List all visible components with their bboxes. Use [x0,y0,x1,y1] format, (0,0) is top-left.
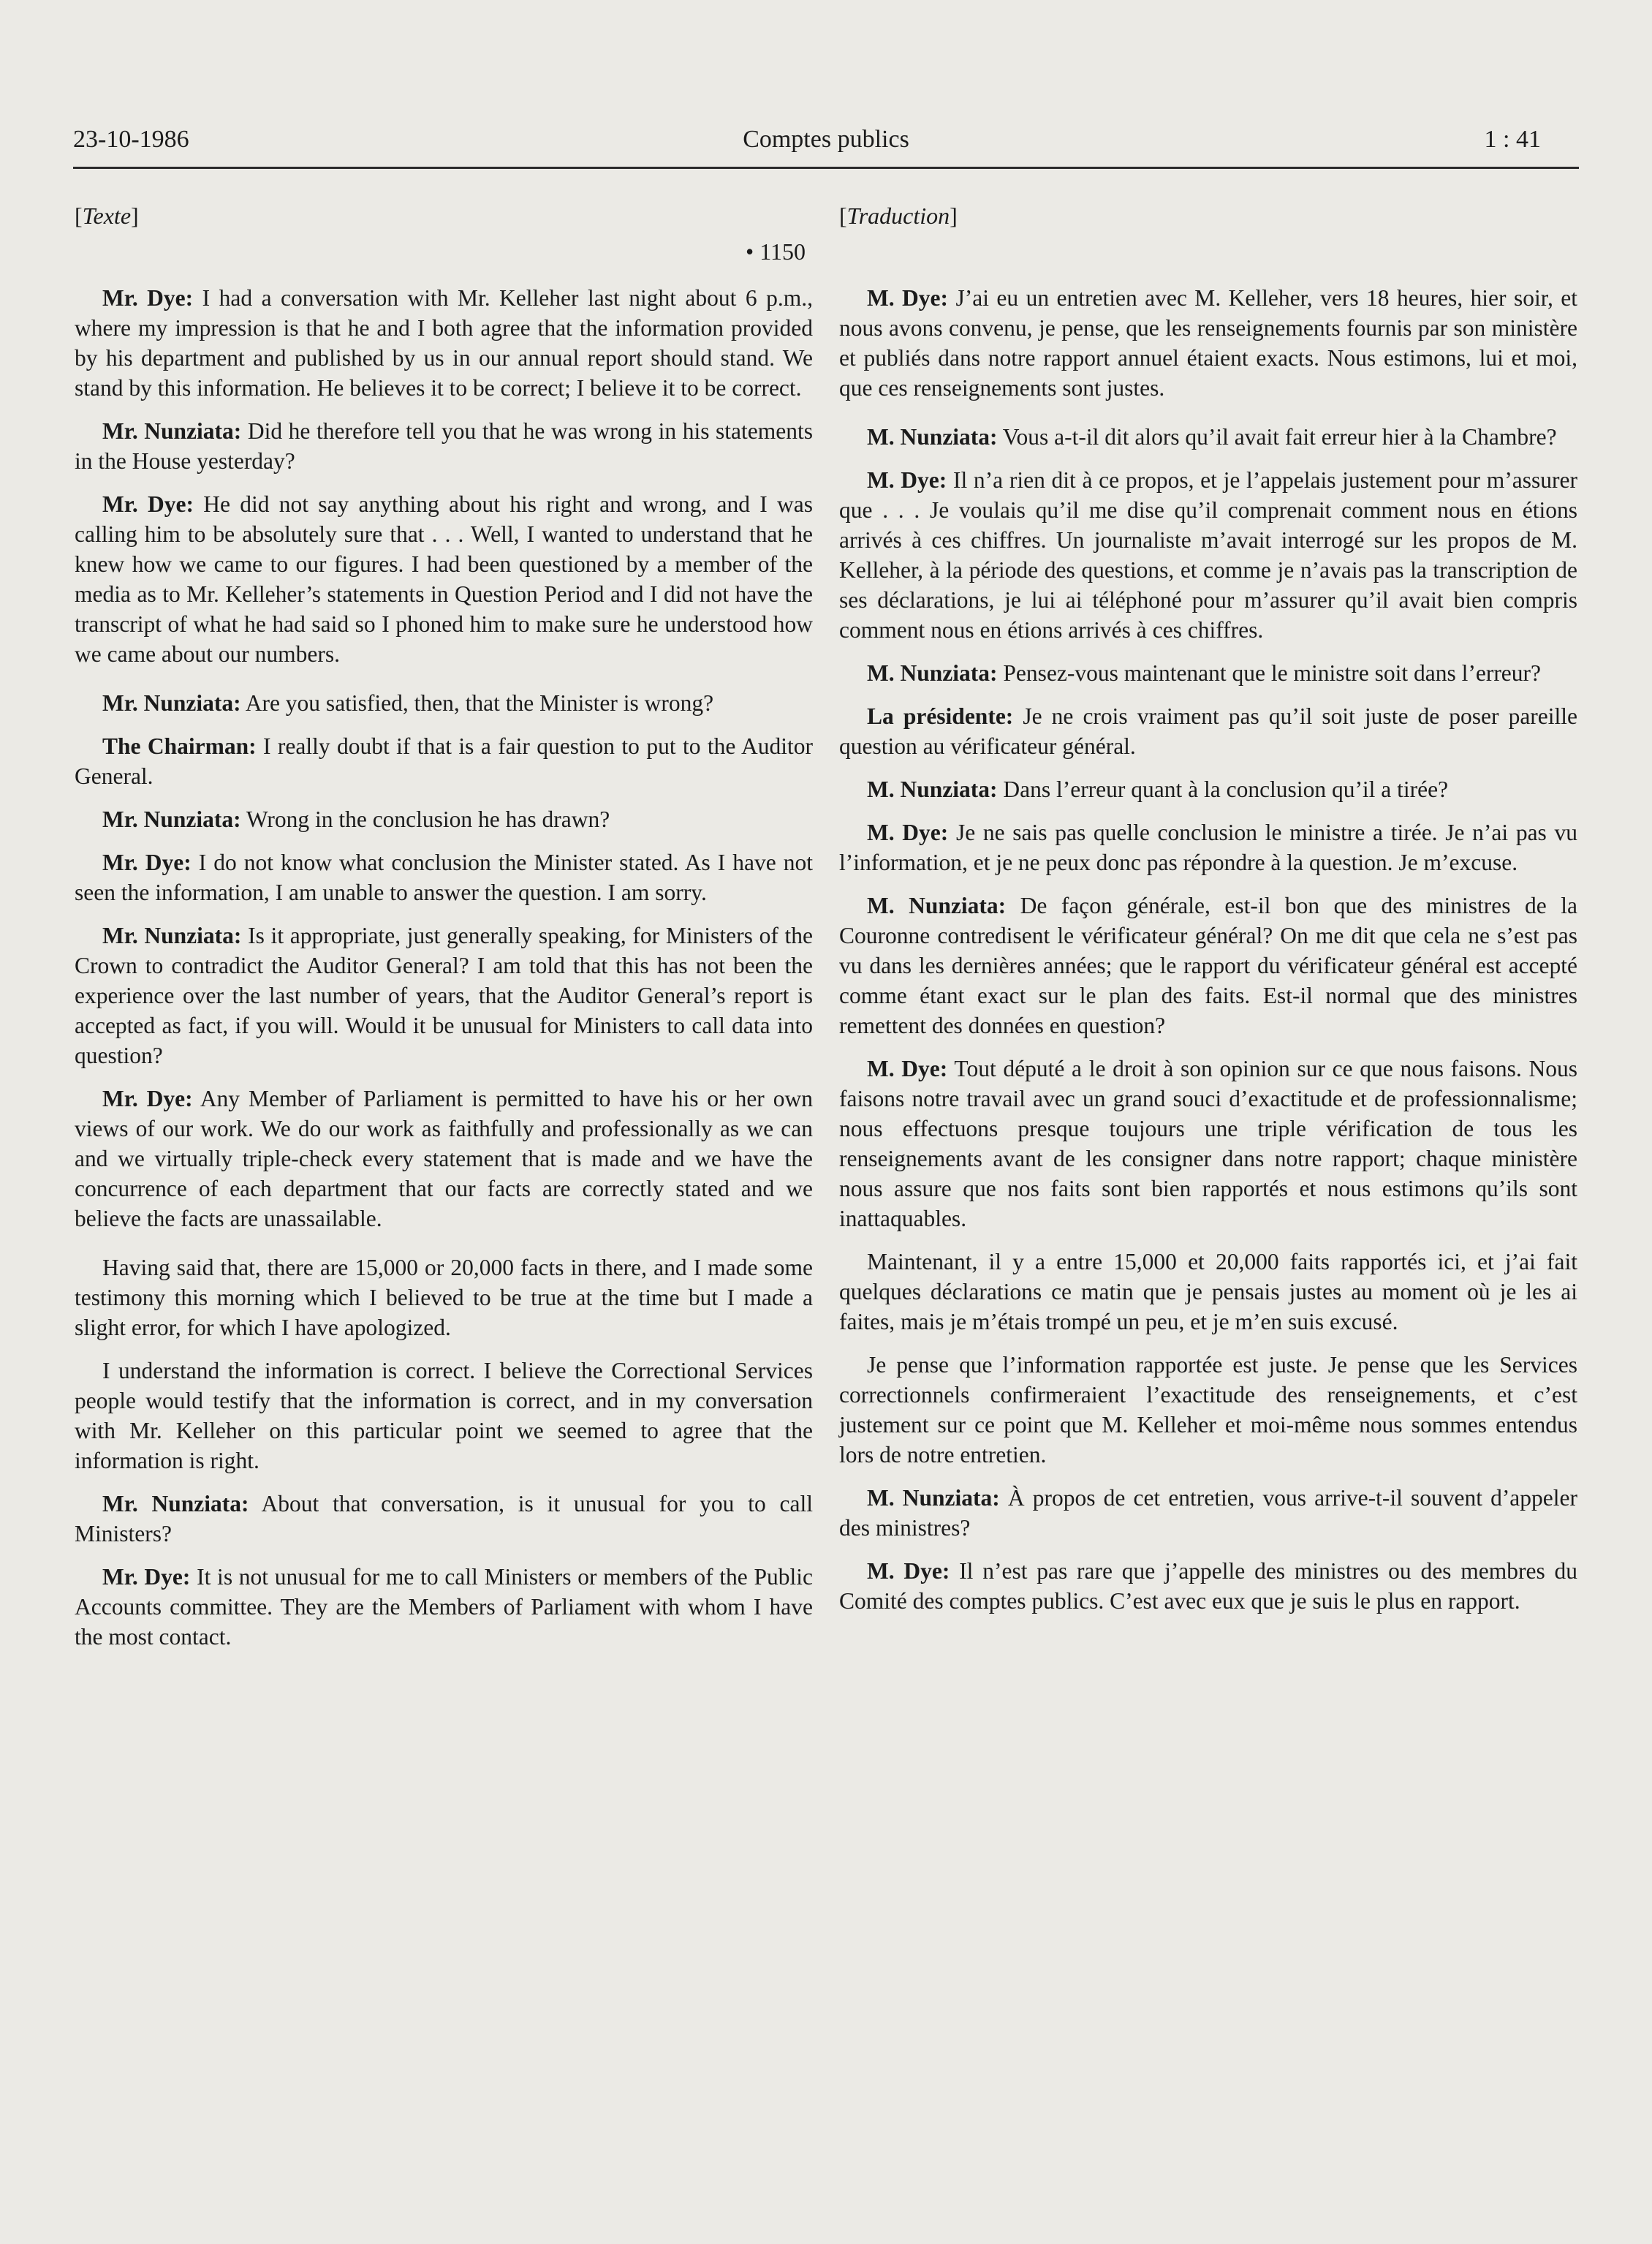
transcript-paragraph [839,891,1577,1040]
speaker-name: The Chairman: [102,733,257,759]
language-label-text: [Texte] [75,203,139,229]
speaker-name: Mr. Nunziata: [102,690,241,716]
speaker-name: Mr. Dye: [102,491,194,517]
transcript-paragraph [75,804,813,834]
speech-text: Having said that, there are 15,000 or 20,000 facts in there, and I made some testimony this morning which I believed to be true at the time but I made a slight error, for which I have apologized. [75,1255,813,1340]
speaker-name: Mr. Nunziata: [102,923,242,948]
transcript-paragraph [839,658,1577,688]
speaker-name: M. Dye: [867,1558,950,1584]
transcript-paragraph [839,817,1577,877]
speech-text: I understand the information is correct. I believe the Correctional Services people would testify that the information is correct, and in my conversation with Mr. Kelleher on this particular point we seemed to agree that the information is right. [75,1358,813,1473]
speech-text: Did he therefore tell you that he was wrong in his statements in the House yesterday? [75,418,813,474]
speaker-name: Mr. Dye: [102,1086,193,1111]
transcript-paragraph [839,1556,1577,1616]
transcript-paragraph [839,1350,1577,1470]
speech-text: De façon générale, est-il bon que des ministres de la Couronne contredisent le vérificateur général? On me dit que cela ne s’est pas vu dans les dernières années; que le rapport du vérificateur général est accepté comme étant exact sur le plan des faits. Est-il normal que des ministres remettent des données en question? [839,893,1577,1038]
speech-text: About that conversation, is it unusual for you to call Ministers? [75,1491,813,1546]
speaker-name: La présidente: [867,703,1014,729]
right-transcript [839,283,1577,1616]
speech-text: À propos de cet entretien, vous arrive-t-il souvent d’appeler des ministres? [839,1485,1577,1541]
language-label-translation: [Traduction] [839,203,958,229]
transcript-paragraph [75,283,813,403]
left-transcript [75,283,813,1652]
speaker-name: M. Dye: [867,1056,948,1081]
transcript-paragraph [75,1356,813,1476]
left-column-english [75,201,813,1665]
speech-text: Dans l’erreur quant à la conclusion qu’il a tirée? [997,777,1449,802]
speaker-name: Mr. Nunziata: [102,806,241,832]
transcript-paragraph [75,731,813,791]
transcript-paragraph [839,701,1577,761]
transcript-paragraph [839,774,1577,804]
speech-text: It is not unusual for me to call Ministers or members of the Public Accounts committee. They are the Members of Parliament with whom I have the most contact. [75,1564,814,1650]
speaker-name: M. Dye: [867,285,949,311]
speech-text: Pensez-vous maintenant que le ministre soit dans l’erreur? [997,660,1542,686]
speech-text: Je ne crois vraiment pas qu’il soit juste de poser pareille question au vérificateur général. [839,703,1578,759]
transcript-paragraph [839,283,1577,403]
running-header [73,126,1579,162]
speech-text: Wrong in the conclusion he has drawn? [240,806,610,832]
speech-text: Il n’est pas rare que j’appelle des ministres ou des membres du Comité des comptes publics. C’est avec eux que je suis le plus en rapport. [839,1558,1578,1614]
speaker-name: M. Nunziata: [867,777,998,802]
speaker-name: M. Nunziata: [867,893,1007,918]
speaker-name: Mr. Nunziata: [102,418,242,444]
speech-text: I had a conversation with Mr. Kelleher last night about 6 p.m., where my impression is that he and I both agree that the information provided by his department and published by us in our annual report should stand. We stand by this information. He believes it to be correct; I believe it to be correct. [75,285,814,401]
speech-text: Je ne sais pas quelle conclusion le ministre a tirée. Je n’ai pas vu l’information, et je ne peux donc pas répondre à la question. Je m’excuse. [839,820,1577,875]
speech-text: Is it appropriate, just generally speaking, for Ministers of the Crown to contradict the Auditor General? I am told that this has not been the experience over the last number of years, that the Auditor General’s report is accepted as fact, if you will. Would it be unusual for Ministers to call data into question? [75,923,813,1068]
speech-text: Vous a-t-il dit alors qu’il avait fait erreur hier à la Chambre? [997,424,1557,450]
speech-text: He did not say anything about his right and wrong, and I was calling him to be absolutely sure that . . . Well, I wanted to understand that he knew how we came to our figures. I had been questioned by a member of the media as to Mr. Kelleher’s statements in Question Period and I did not have the transcript of what he had said so I phoned him to make sure he understood how we came about our numbers. [75,491,814,667]
header-title: Comptes publics [743,126,909,153]
transcript-paragraph [75,1253,813,1342]
speaker-name: M. Nunziata: [867,424,998,450]
header-rule [73,167,1579,169]
transcript-paragraph [839,1247,1577,1337]
speaker-name: M. Dye: [867,467,947,493]
timestamp-marker: • 1150 [745,238,806,265]
header-page-number: 1 : 41 [1484,126,1541,153]
transcript-paragraph [75,1084,813,1234]
speaker-name: Mr. Nunziata: [102,1491,249,1516]
speech-text: Any Member of Parliament is permitted to have his or her own views of our work. We do our work as faithfully and professionally as we can and we virtually triple-check every statement that is made and we have the concurrence of each department that our facts are correctly stated and we believe the facts are unassailable. [75,1086,813,1231]
speech-text: Tout député a le droit à son opinion sur ce que nous faisons. Nous faisons notre travail avec un grand souci d’exactitude et de professionnalisme; nous effectuons presque toujours une triple vérification de tous les renseignements avant de les consigner dans notre rapport; chaque ministère nous assure que nos faits sont bien rapportés et nous estimons qu’ils sont inattaquables. [839,1056,1577,1231]
speech-text: Il n’a rien dit à ce propos, et je l’appelais justement pour m’assurer que . . . Je voulais qu’il me dise qu’il comprenait comment nous en étions arrivés à ces chiffres. Un journaliste m’avait interrogé sur les propos de M. Kelleher, à la période des questions, et comme je n’avais pas la transcription de ses déclarations, je lui ai téléphoné pour m’assurer qu’il avait bien compris comment nous en étions arrivés à ces chiffres. [839,467,1577,643]
speaker-name: M. Dye: [867,820,949,845]
speaker-name: Mr. Dye: [102,1564,191,1590]
header-date: 23-10-1986 [73,126,189,153]
transcript-paragraph [839,1054,1577,1234]
speech-text: Maintenant, il y a entre 15,000 et 20,000 faits rapportés ici, et j’ai fait quelques déclarations ce matin que je pensais justes au moment où je les ai faites, mais je m’étais trompé un peu, et je m’en suis excusé. [839,1249,1577,1334]
transcript-paragraph [839,465,1577,645]
right-column-french [839,201,1577,1629]
speech-text: J’ai eu un entretien avec M. Kelleher, vers 18 heures, hier soir, et nous avons convenu, je pense, que les renseignements fournis par son ministère et publiés dans notre rapport annuel étaient exacts. Nous estimons, lui et moi, que ces renseignements sont justes. [839,285,1577,401]
transcript-paragraph [839,422,1577,452]
transcript-paragraph [75,1489,813,1549]
speech-text: I really doubt if that is a fair question to put to the Auditor General. [75,733,813,789]
transcript-paragraph [75,847,813,907]
transcript-paragraph [75,921,813,1070]
transcript-paragraph [75,688,813,718]
transcript-paragraph [839,1483,1577,1543]
transcript-paragraph [75,1562,813,1652]
speaker-name: M. Nunziata: [867,1485,1000,1511]
speech-text: I do not know what conclusion the Minister stated. As I have not seen the information, I am unable to answer the question. I am sorry. [75,850,814,905]
column-spacer [839,237,1577,283]
speech-text: Are you satisfied, then, that the Minister is wrong? [240,690,714,716]
speaker-name: Mr. Dye: [102,285,194,311]
speech-text: Je pense que l’information rapportée est juste. Je pense que les Services correctionnels confirmeraient l’exactitude des renseignements, et c’est justement sur ce point que M. Kelleher et moi-même nous sommes entendus lors de notre entretien. [839,1352,1577,1467]
transcript-paragraph [75,489,813,669]
speaker-name: M. Nunziata: [867,660,998,686]
transcript-paragraph [75,416,813,476]
speaker-name: Mr. Dye: [102,850,192,875]
